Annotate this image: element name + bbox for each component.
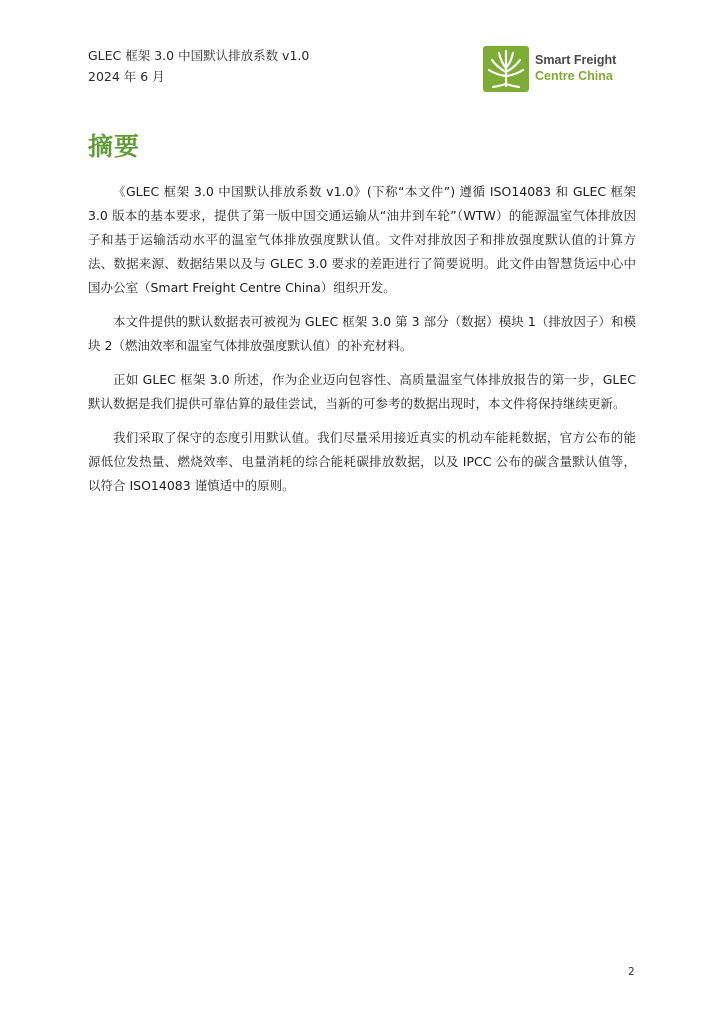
paragraph-2: 本文件提供的默认数据表可被视为 GLEC 框架 3.0 第 3 部分（数据）模块 1（排放因子）和模块 2（燃油效率和温室气体排放强度默认值）的补充材料。 — [88, 314, 636, 353]
paragraph-4: 我们采取了保守的态度引用默认值。我们尽量采用接近真实的机动车能耗数据，官方公布的能源低位发热量、燃烧效率、电量消耗的综合能耗碳排放数据，以及 IPCC 公布的碳含量默认值等，以符合 ISO14083 谨慎适中的原则。 — [88, 430, 636, 493]
page-number: 2 — [628, 966, 635, 978]
logo-text — [535, 52, 645, 84]
header-doc-title: GLEC 框架 3.0 中国默认排放系数 v1.0 — [88, 48, 310, 63]
paragraph-1: 《GLEC 框架 3.0 中国默认排放系数 v1.0》(下称“本文件”) 遵循 ISO14083 和 GLEC 框架 3.0 版本的基本要求，提供了第一版中国交通运输从“油井到车轮”（WTW）的能源温室气体排放因子和基于运输活动水平的温室气体排放强度默认值。文件对排放因子和排放强度默认值的计算方法、数据来源、数据结果以及与 GLEC 3.0 要求的差距进行了简要说明。此文件由智慧货运中心中国办公室（Smart Freight Centre China）组织开发。 — [88, 184, 636, 295]
smart-freight-logo — [483, 46, 643, 92]
logo-line-2: Centre China — [535, 69, 613, 83]
section-title: 摘要 — [88, 132, 141, 161]
tree-logo-icon — [483, 46, 529, 92]
abstract-body — [88, 180, 636, 508]
paragraph-3: 正如 GLEC 框架 3.0 所述，作为企业迈向包容性、高质量温室气体排放报告的第一步，GLEC 默认数据是我们提供可靠估算的最佳尝试，当新的可参考的数据出现时，本文件将保持继续更新。 — [88, 372, 636, 411]
logo-line-1: Smart Freight — [535, 53, 617, 67]
header-date: 2024 年 6 月 — [88, 69, 165, 84]
